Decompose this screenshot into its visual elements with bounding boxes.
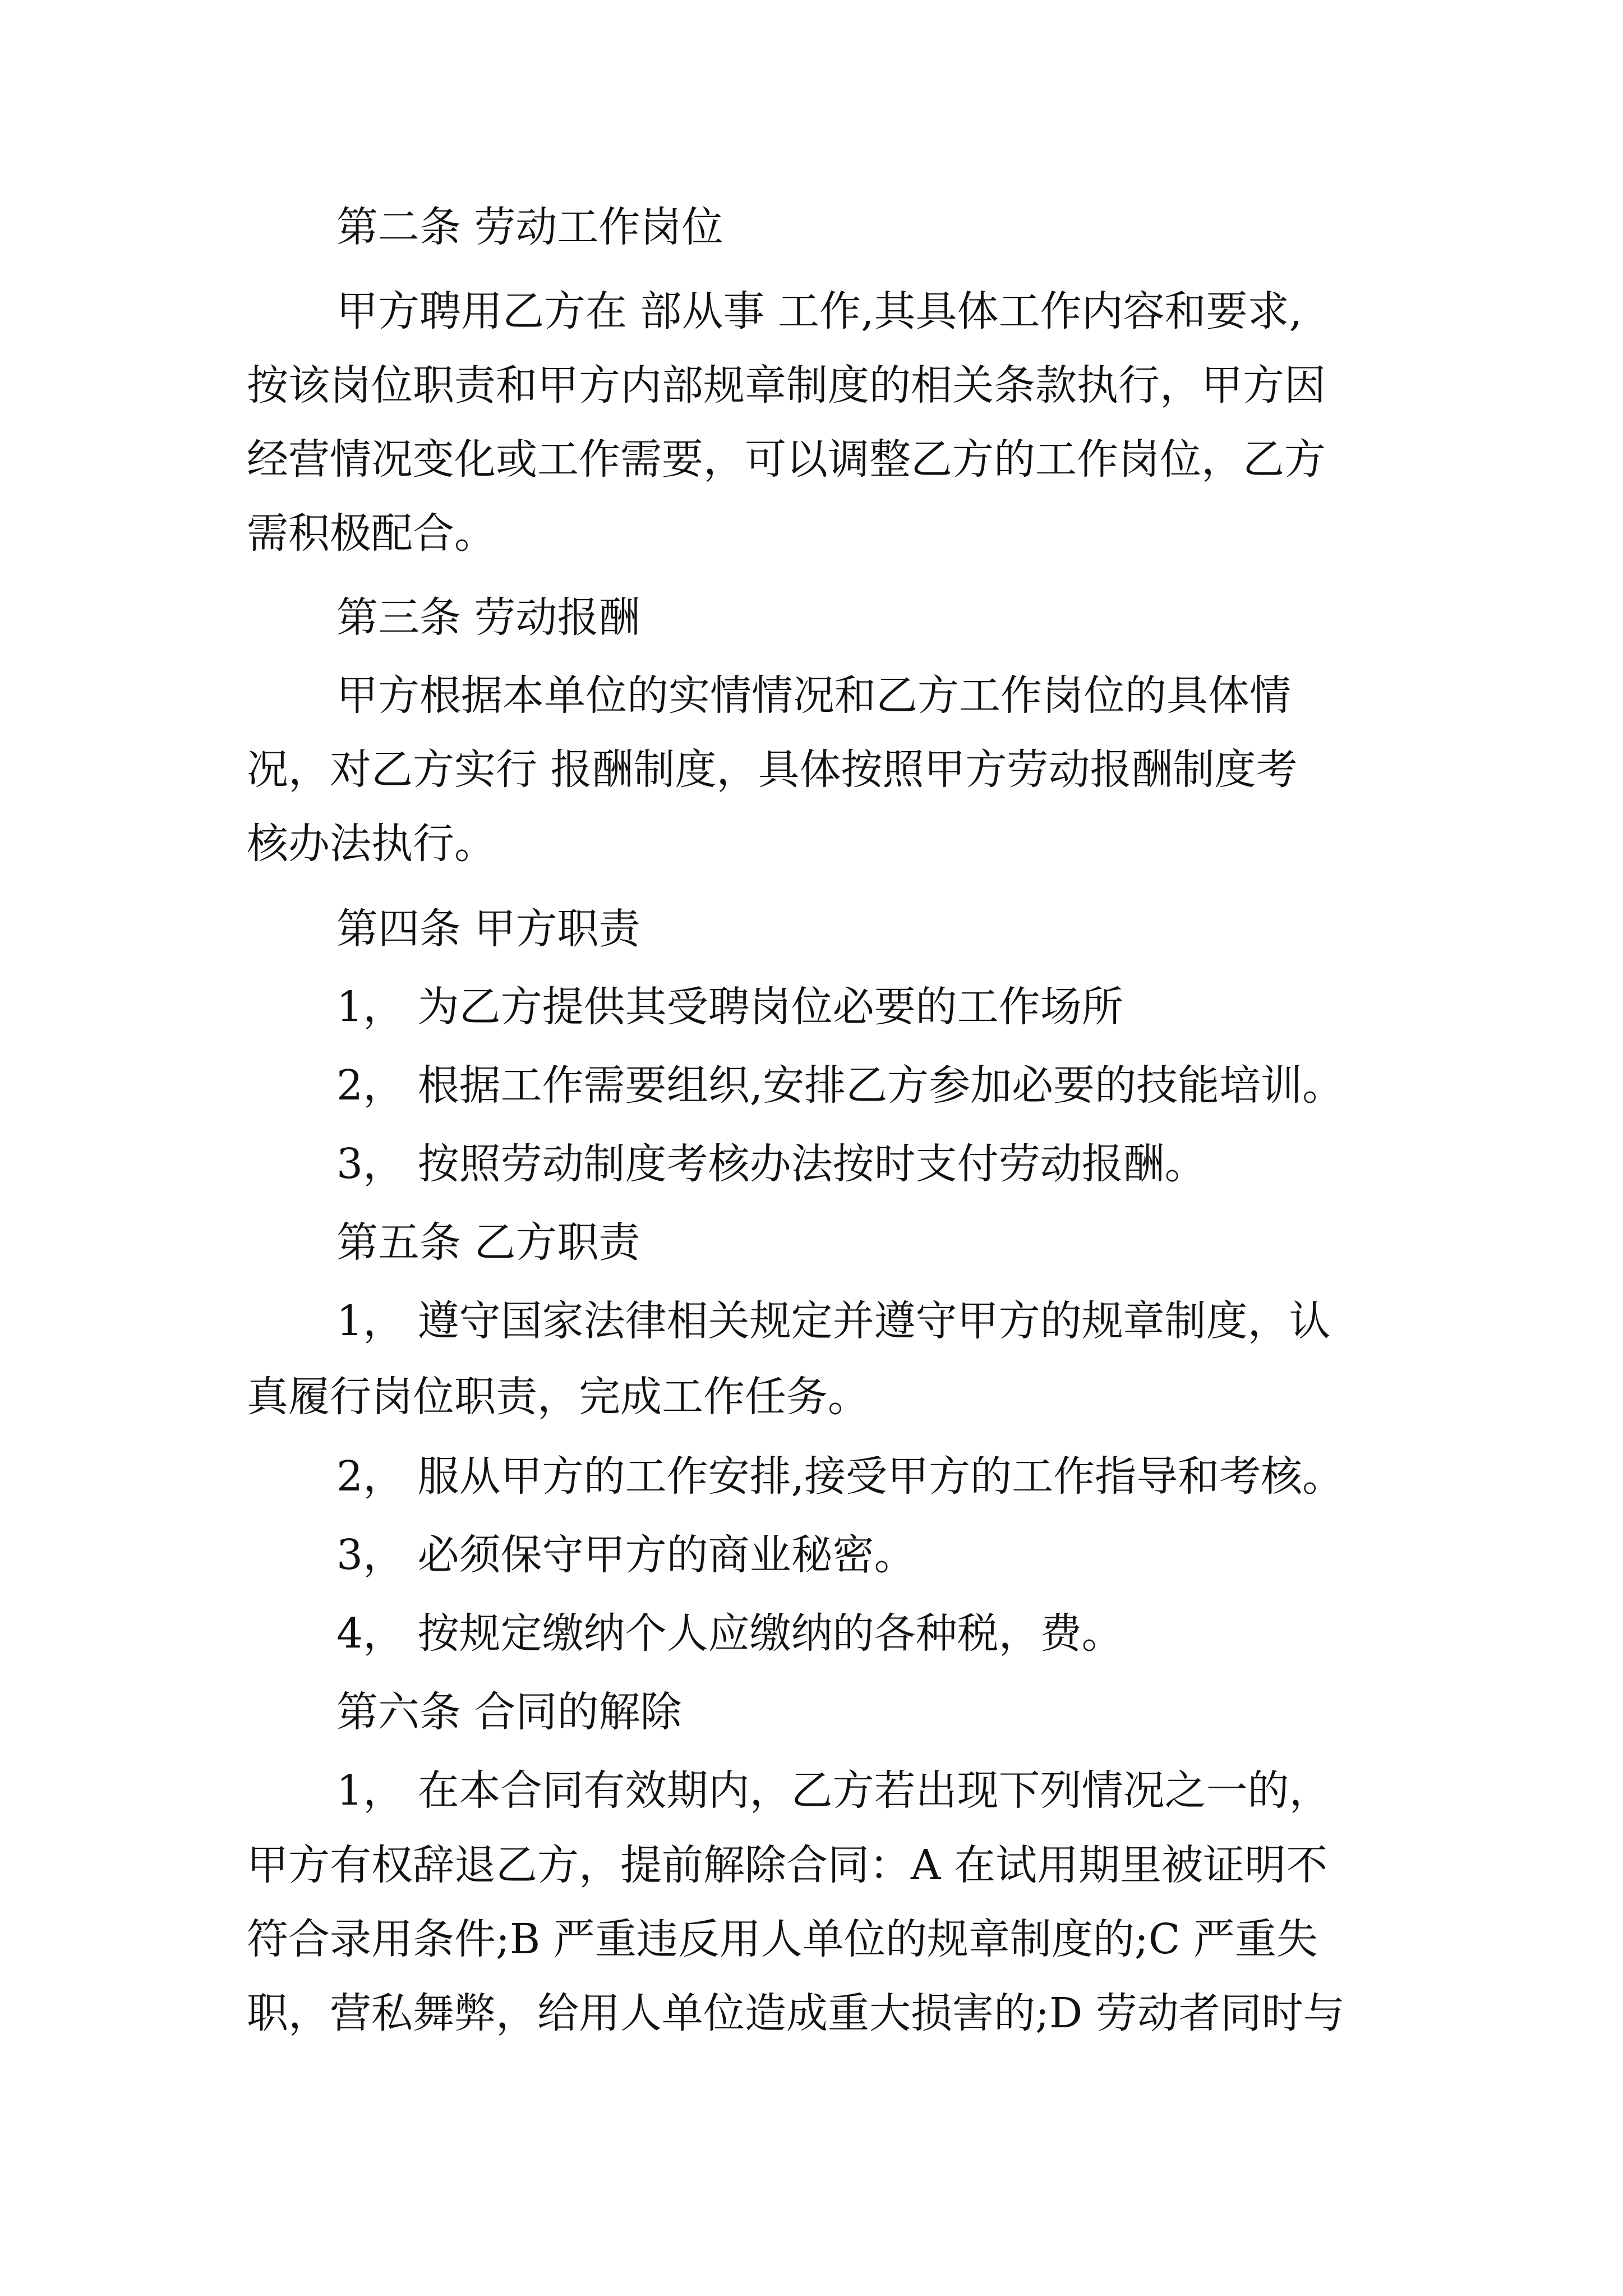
paragraph-line: 职，营私舞弊，给用人单位造成重大损害的;D 劳动者同时与 bbox=[247, 1989, 1345, 2037]
paragraph-line: 需积极配合。 bbox=[247, 509, 496, 558]
list-item: 1， 为乙方提供其受聘岗位必要的工作场所 bbox=[336, 983, 1123, 1031]
paragraph-line: 甲方有权辞退乙方，提前解除合同：A 在试用期里被证明不 bbox=[247, 1841, 1327, 1889]
article-4-heading: 第四条 甲方职责 bbox=[336, 905, 640, 953]
list-item: 1， 遵守国家法律相关规定并遵守甲方的规章制度，认 bbox=[336, 1297, 1331, 1345]
article-5-heading: 第五条 乙方职责 bbox=[336, 1218, 640, 1267]
paragraph-line: 甲方聘用乙方在 部从事 工作,其具体工作内容和要求, bbox=[336, 287, 1303, 335]
paragraph-line: 符合录用条件;B 严重违反用人单位的规章制度的;C 严重失 bbox=[247, 1915, 1318, 1963]
list-item: 2， 服从甲方的工作安排,接受甲方的工作指导和考核。 bbox=[336, 1452, 1344, 1501]
article-6-heading: 第六条 合同的解除 bbox=[336, 1688, 682, 1736]
paragraph-line: 真履行岗位职责，完成工作任务。 bbox=[247, 1373, 869, 1421]
paragraph-line: 按该岗位职责和甲方内部规章制度的相关条款执行，甲方因 bbox=[247, 361, 1326, 409]
list-item: 3， 必须保守甲方的商业秘密。 bbox=[336, 1531, 916, 1579]
paragraph-line: 经营情况变化或工作需要，可以调整乙方的工作岗位，乙方 bbox=[247, 435, 1326, 484]
article-2-heading: 第二条 劳动工作岗位 bbox=[336, 203, 723, 251]
list-item: 1， 在本合同有效期内，乙方若出现下列情况之一的， bbox=[336, 1766, 1331, 1815]
article-3-heading: 第三条 劳动报酬 bbox=[336, 593, 640, 642]
list-item: 2， 根据工作需要组织,安排乙方参加必要的技能培训。 bbox=[336, 1061, 1344, 1110]
paragraph-line: 核办法执行。 bbox=[247, 820, 496, 868]
paragraph-line: 甲方根据本单位的实情情况和乙方工作岗位的具体情 bbox=[336, 671, 1291, 720]
list-item: 3， 按照劳动制度考核办法按时支付劳动报酬。 bbox=[336, 1140, 1206, 1188]
paragraph-line: 况，对乙方实行 报酬制度，具体按照甲方劳动报酬制度考 bbox=[247, 746, 1298, 794]
list-item: 4， 按规定缴纳个人应缴纳的各种税，费。 bbox=[336, 1609, 1123, 1658]
